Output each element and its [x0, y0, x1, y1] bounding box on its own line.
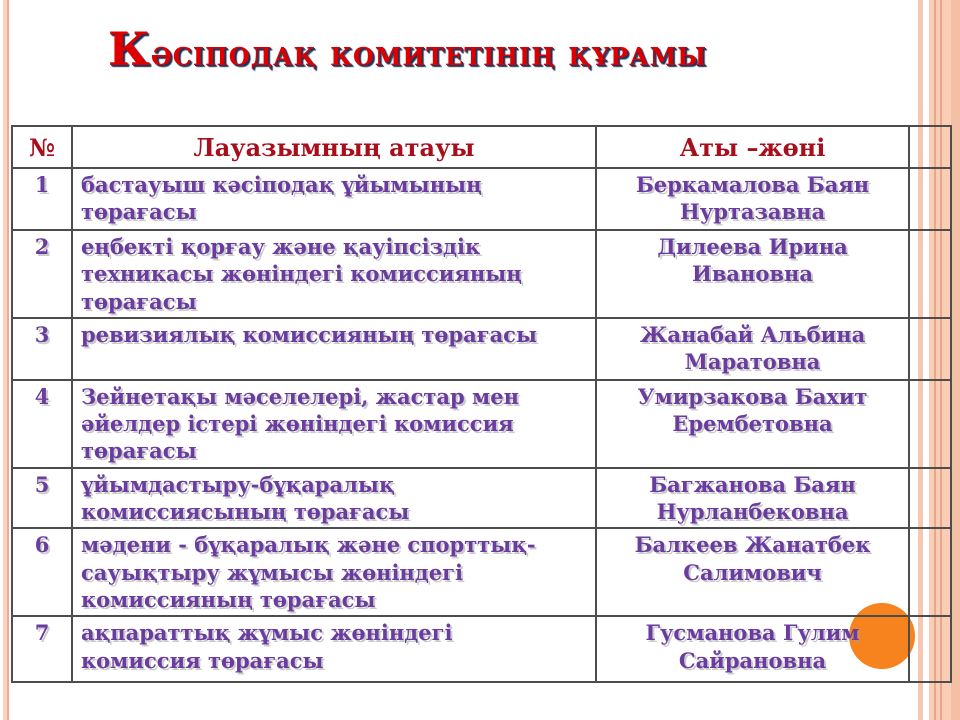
empty-cell: [909, 230, 951, 318]
empty-cell: [909, 616, 951, 682]
table-row: [12, 318, 951, 380]
position-cell: ұйымдастыру-бұқаралық комиссиясының төрағасы: [72, 468, 596, 529]
table-row: [12, 468, 951, 529]
col-header-empty: [909, 126, 951, 168]
col-header-name: Аты –жөні: [596, 126, 909, 168]
page-title: Кәсіподақ комитетінің құрамы: [108, 22, 708, 76]
row-number: 2: [12, 230, 72, 318]
row-number: 7: [12, 616, 72, 682]
row-number: 4: [12, 380, 72, 468]
position-cell: мәдени - бұқаралық және спорттық-сауықтыру жұмысы жөніндегі комиссияның төрағасы: [72, 528, 596, 616]
position-cell: бастауыш кәсіподақ ұйымының төрағасы: [72, 168, 596, 230]
empty-cell: [909, 468, 951, 529]
table-row: [12, 230, 951, 318]
table-row: [12, 380, 951, 468]
position-cell: ақпараттық жұмыс жөніндегі комиссия төрағасы: [72, 616, 596, 682]
name-cell: Балкеев Жанатбек Салимович: [596, 528, 909, 616]
name-cell: Дилеева Ирина Ивановна: [596, 230, 909, 318]
empty-cell: [909, 168, 951, 230]
name-cell: Умирзакова Бахит Ерембетовна: [596, 380, 909, 468]
empty-cell: [909, 528, 951, 616]
table-row: [12, 616, 951, 682]
name-cell: Беркамалова Баян Нуртазавна: [596, 168, 909, 230]
col-header-position: Лауазымның атауы: [72, 126, 596, 168]
position-cell: ревизиялық комиссияның төрағасы: [72, 318, 596, 380]
name-cell: Жанабай Альбина Маратовна: [596, 318, 909, 380]
committee-table: [11, 125, 952, 683]
table-header-row: [12, 126, 951, 168]
empty-cell: [909, 380, 951, 468]
empty-cell: [909, 318, 951, 380]
table-row: [12, 528, 951, 616]
name-cell: Гусманова Гулим Сайрановна: [596, 616, 909, 682]
row-number: 3: [12, 318, 72, 380]
left-edge-stripe-line: [7, 0, 9, 720]
position-cell: Зейнетақы мәселелері, жастар мен әйелдер істері жөніндегі комиссия төрағасы: [72, 380, 596, 468]
name-cell: Багжанова Баян Нурланбековна: [596, 468, 909, 529]
position-cell: еңбекті қорғау және қауіпсіздік техникасы жөніндегі комиссияның төрағасы: [72, 230, 596, 318]
col-header-number: №: [12, 126, 72, 168]
row-number: 6: [12, 528, 72, 616]
table-row: [12, 168, 951, 230]
right-edge-band-outer: [951, 0, 960, 720]
row-number: 5: [12, 468, 72, 529]
row-number: 1: [12, 168, 72, 230]
